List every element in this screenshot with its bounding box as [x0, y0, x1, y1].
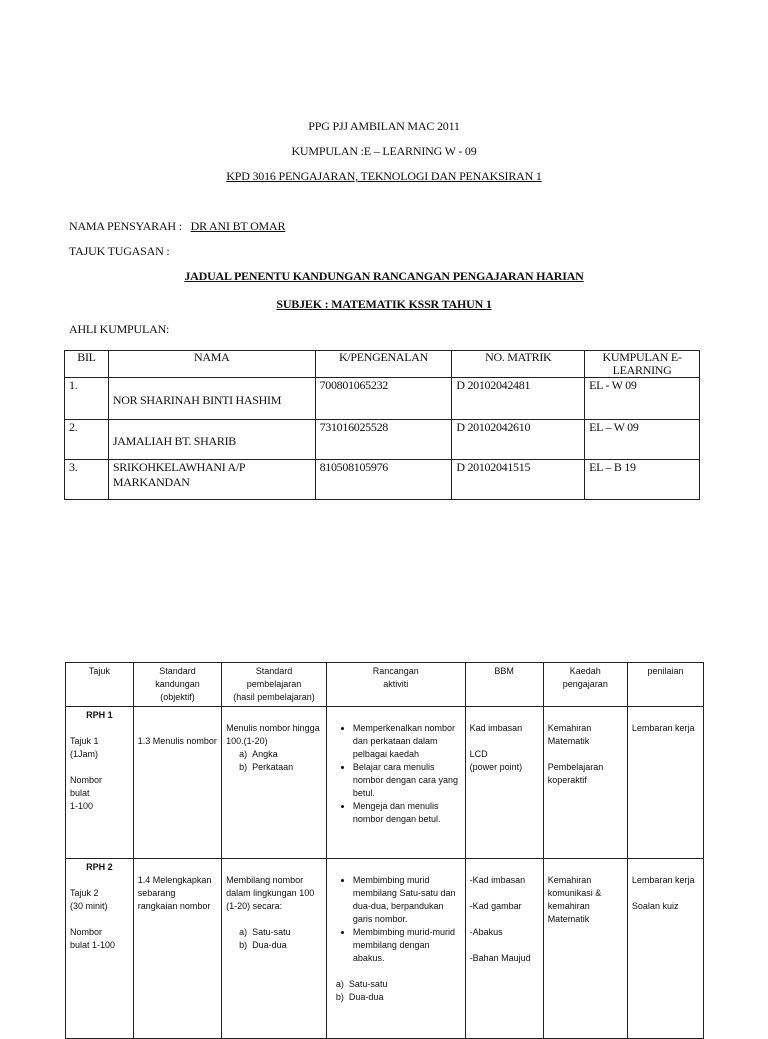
rph1-bbm: Kad imbasan LCD (power point) — [465, 707, 543, 859]
table-row — [66, 859, 704, 1039]
member-ic: 700801065232 — [315, 378, 452, 420]
task-title: JADUAL PENENTU KANDUNGAN RANCANGAN PENGAJARAN HARIAN — [184, 269, 584, 283]
rph2-bbm: -Kad imbasan -Kad gambar -Abakus -Bahan Maujud — [465, 859, 543, 1039]
rph2-kaedah: Kemahiran komunikasi & kemahiran Matematik — [543, 859, 627, 1039]
task-label: TAJUK TUGASAN : — [69, 244, 170, 258]
member-kumpulan: EL – B 19 — [585, 460, 700, 500]
member-nama: JAMALIAH BT. SHARIB — [108, 420, 315, 460]
rph1-standard-kandungan: 1.3 Menulis nombor — [133, 707, 221, 859]
rph2-tajuk: RPH 2 Tajuk 2 (30 minit) Nombor bulat 1-100 — [66, 859, 134, 1039]
lecturer-row — [69, 219, 285, 234]
col-rancangan-header: Rancangan aktiviti — [326, 663, 465, 707]
rph1-standard-pembelajaran: Menulis nombor hingga 100.(1-20) a. Angka b. Perkataan — [222, 707, 327, 859]
member-matrik: D 20102041515 — [452, 460, 585, 500]
header-line-kumpulan: KUMPULAN :E – LEARNING W - 09 — [291, 144, 477, 158]
col-tajuk-header: Tajuk — [66, 663, 134, 707]
member-kumpulan: EL – W 09 — [585, 420, 700, 460]
col-nama-header: NAMA — [108, 351, 315, 378]
rph1-kaedah: Kemahiran Matematik Pembelajaran koperaktif — [543, 707, 627, 859]
members-header-row — [65, 351, 700, 378]
col-matrik-header: NO. MATRIK — [452, 351, 585, 378]
member-bil: 1. — [65, 378, 109, 420]
rph2-standard-pembelajaran: Membilang nombor dalam lingkungan 100 (1-20) secara: a. Satu-satu b. Dua-dua — [222, 859, 327, 1039]
rph-table — [65, 662, 704, 1039]
table-row — [65, 420, 700, 460]
lecturer-name: DR ANI BT OMAR — [190, 219, 286, 233]
member-nama: NOR SHARINAH BINTI HASHIM — [108, 378, 315, 420]
rph2-penilaian: Lembaran kerja Soalan kuiz — [627, 859, 703, 1039]
table-row — [65, 378, 700, 420]
member-nama: SRIKOHKELAWHANI A/P MARKANDAN — [108, 460, 315, 500]
table-row — [65, 460, 700, 500]
header-line-ppg: PPG PJJ AMBILAN MAC 2011 — [308, 119, 460, 133]
member-bil: 3. — [65, 460, 109, 500]
subject-title: SUBJEK : MATEMATIK KSSR TAHUN 1 — [276, 297, 492, 311]
col-ic-header: K/PENGENALAN — [315, 351, 452, 378]
members-label: AHLI KUMPULAN: — [69, 322, 170, 336]
col-standard-kandungan-header: Standard kandungan (objektif) — [133, 663, 221, 707]
col-standard-pembelajaran-header: Standard pembelajaran (hasil pembelajaran) — [222, 663, 327, 707]
rph1-rancangan-aktiviti: • Memperkenalkan nombor dan perkataan dalam pelbagai kaedah • Belajar cara menulis nombor dengan cara yang betul. • Mengeja dan menulis nombor dengan betul. — [326, 707, 465, 859]
header-line-course: KPD 3016 PENGAJARAN, TEKNOLOGI DAN PENAKSIRAN 1 — [226, 169, 542, 183]
col-kumpulan-header: KUMPULAN E-LEARNING — [585, 351, 700, 378]
member-ic: 731016025528 — [315, 420, 452, 460]
col-bil-header: BIL — [65, 351, 109, 378]
lecturer-label: NAMA PENSYARAH : — [69, 219, 182, 233]
rph1-penilaian: Lembaran kerja — [627, 707, 703, 859]
rph-header-row — [66, 663, 704, 707]
members-table — [64, 350, 700, 500]
table-row — [66, 707, 704, 859]
col-penilaian-header: penilaian — [627, 663, 703, 707]
rph2-standard-kandungan: 1.4 Melengkapkan sebarang rangkaian nombor — [133, 859, 221, 1039]
member-ic: 810508105976 — [315, 460, 452, 500]
col-kaedah-header: Kaedah pengajaran — [543, 663, 627, 707]
member-bil: 2. — [65, 420, 109, 460]
rph2-rancangan-aktiviti: • Membimbing murid membilang Satu-satu dan dua-dua, berpandukan garis nombor. • Membimbing murid-murid membilang dengan abakus. a. Satu-satu b. Dua-dua — [326, 859, 465, 1039]
member-matrik: D 20102042481 — [452, 378, 585, 420]
member-matrik: D 20102042610 — [452, 420, 585, 460]
col-bbm-header: BBM — [465, 663, 543, 707]
rph1-tajuk: RPH 1 Tajuk 1 (1Jam) Nombor bulat 1-100 — [66, 707, 134, 859]
member-kumpulan: EL - W 09 — [585, 378, 700, 420]
